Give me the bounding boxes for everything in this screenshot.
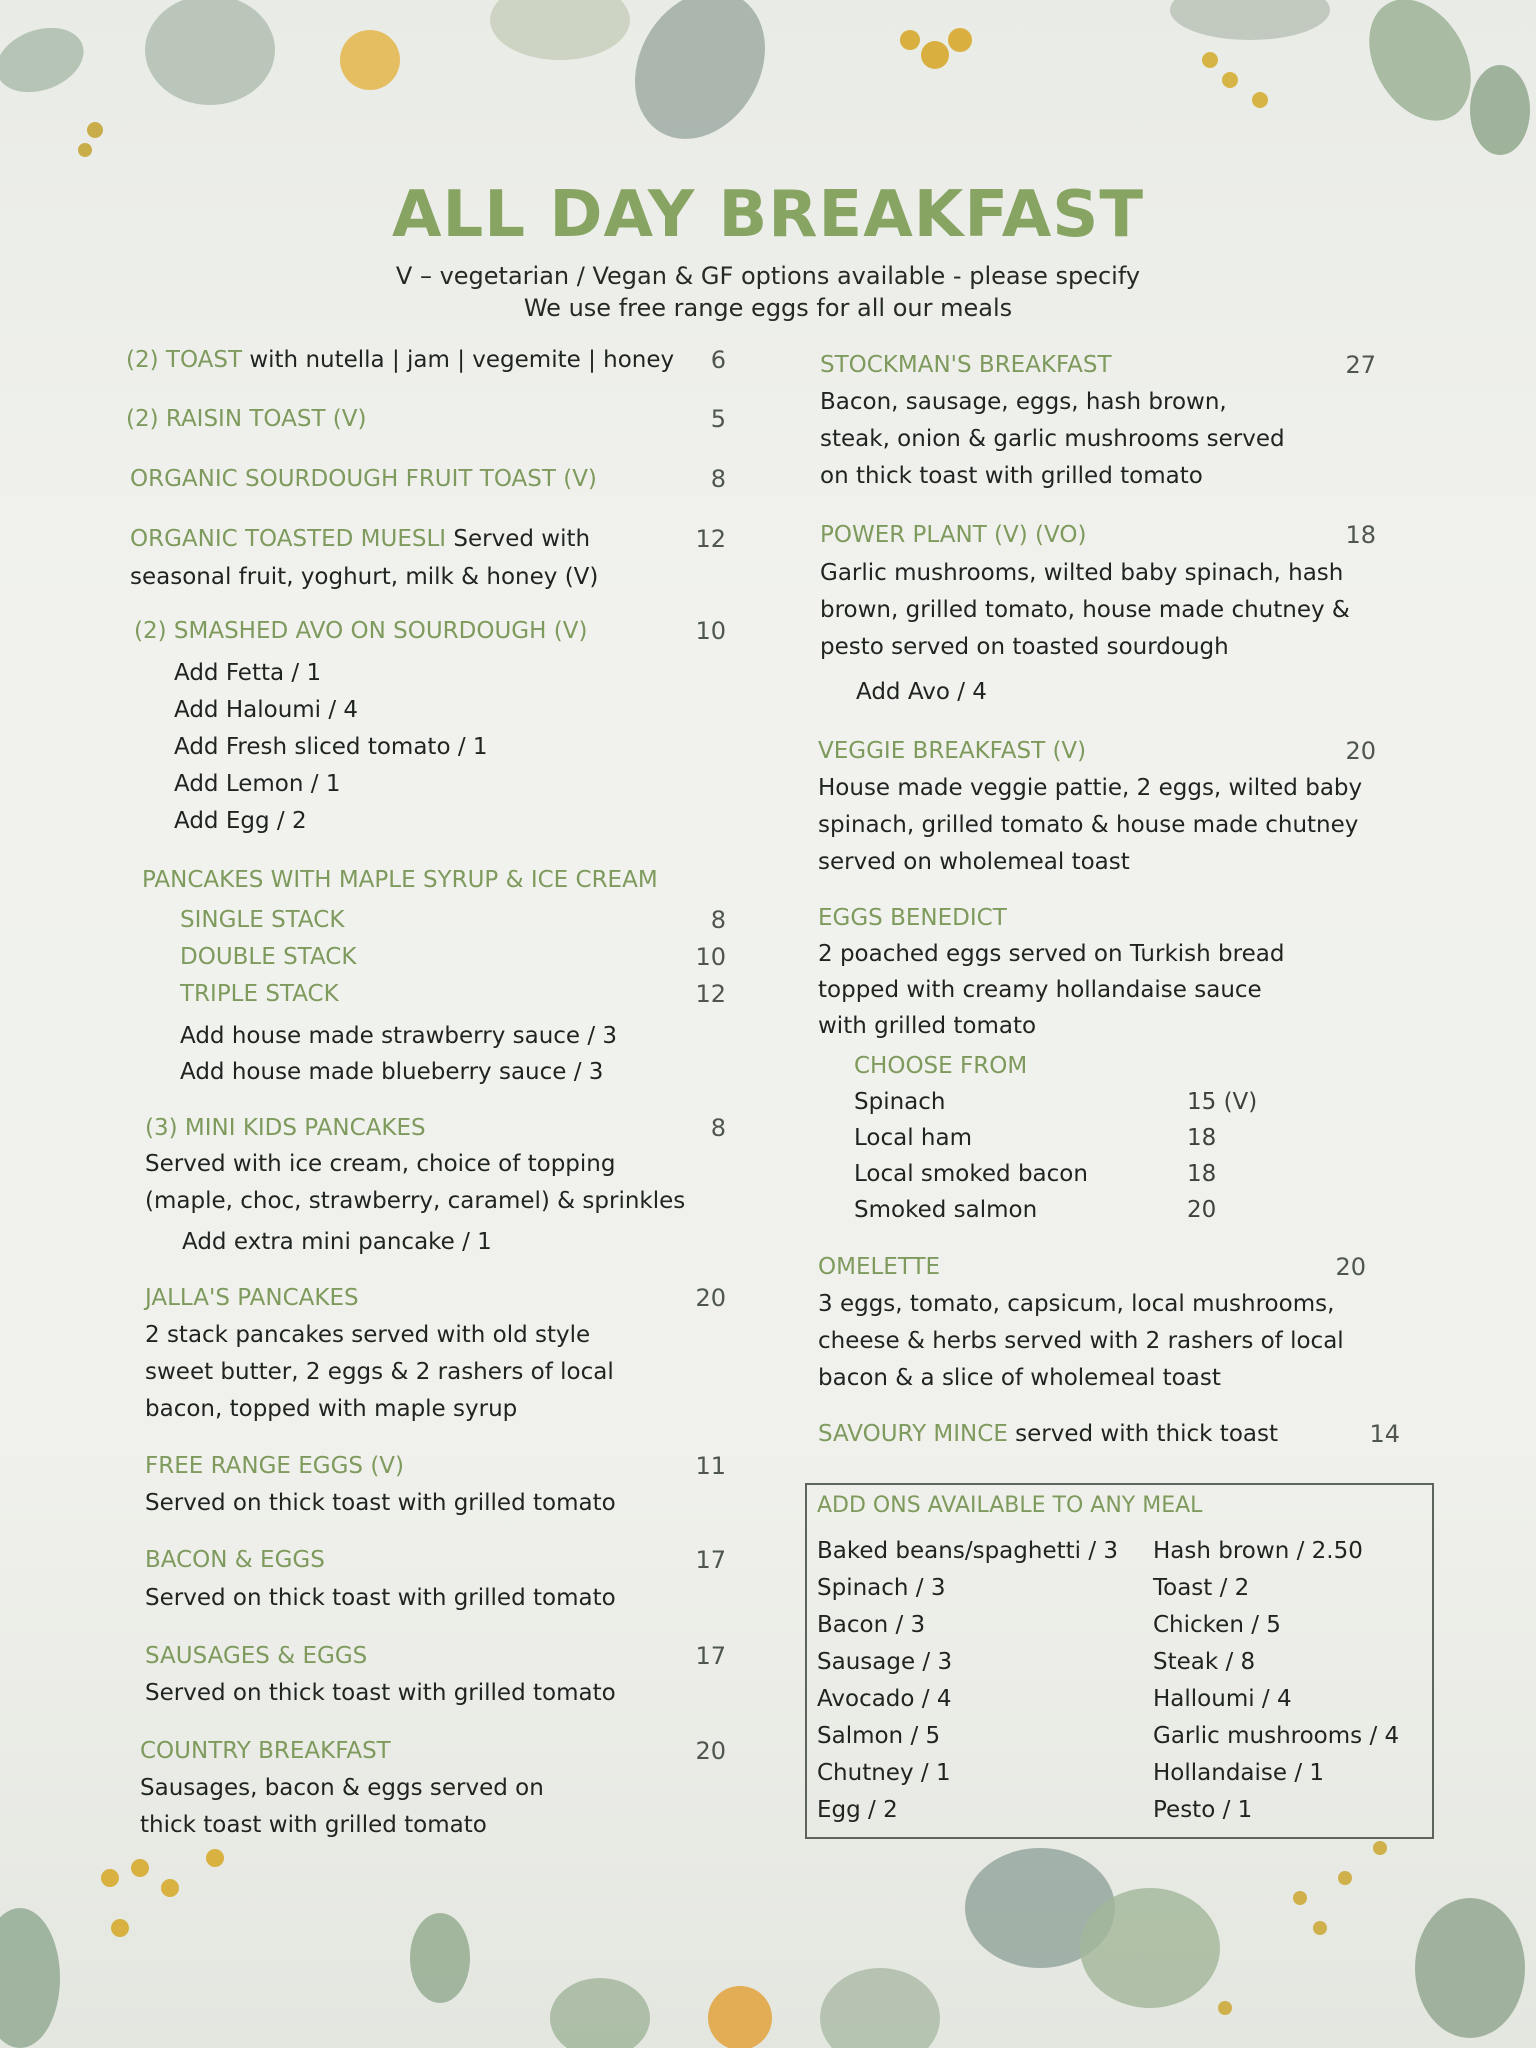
item-desc: on thick toast with grilled tomato: [820, 463, 1203, 489]
item-price: 8: [710, 906, 726, 934]
addon-item: Baked beans/spaghetti / 3: [817, 1538, 1119, 1564]
menu-item-fruit-toast: ORGANIC SOURDOUGH FRUIT TOAST (V): [130, 466, 597, 492]
menu-item-muesli: [130, 521, 590, 558]
kids-extra: Add extra mini pancake / 1: [182, 1229, 492, 1255]
avo-extra: Add Lemon / 1: [174, 771, 341, 797]
item-price: 17: [695, 1642, 726, 1670]
item-desc: 3 eggs, tomato, capsicum, local mushrooms,: [818, 1291, 1335, 1317]
addon-item: Pesto / 1: [1153, 1797, 1253, 1823]
item-price: 20: [695, 1284, 726, 1312]
menu-item-stockmans-breakfast: STOCKMAN'S BREAKFAST: [820, 352, 1112, 378]
item-desc: with nutella | jam | vegemite | honey: [242, 347, 675, 373]
item-desc: bacon, topped with maple syrup: [145, 1396, 518, 1422]
benedict-option: Local smoked bacon: [854, 1161, 1088, 1187]
menu-item-free-range-eggs: FREE RANGE EGGS (V): [145, 1453, 405, 1479]
item-desc: Served with ice cream, choice of topping: [145, 1151, 616, 1177]
item-price: 5: [710, 405, 726, 433]
item-desc: Served with: [446, 526, 591, 552]
item-price: 18: [1345, 521, 1376, 549]
menu-item-pancakes: PANCAKES WITH MAPLE SYRUP & ICE CREAM: [142, 867, 658, 893]
pancake-stack-single: SINGLE STACK: [180, 907, 345, 933]
menu-item-toast: [126, 342, 674, 379]
item-price: 20: [1335, 1253, 1366, 1281]
item-desc: House made veggie pattie, 2 eggs, wilted baby: [818, 775, 1363, 801]
avo-extra: Add Haloumi / 4: [174, 697, 359, 723]
item-price: 17: [695, 1546, 726, 1574]
addon-item: Bacon / 3: [817, 1612, 926, 1638]
addon-item: Halloumi / 4: [1153, 1686, 1292, 1712]
item-desc: served with thick toast: [1007, 1421, 1278, 1447]
item-price: 12: [695, 525, 726, 553]
item-name: SAVOURY MINCE: [818, 1421, 1008, 1447]
pancake-extra: Add house made strawberry sauce / 3: [180, 1023, 618, 1049]
benedict-option-price: 18: [1187, 1125, 1217, 1151]
item-desc: sweet butter, 2 eggs & 2 rashers of local: [145, 1359, 614, 1385]
menu-item-raisin-toast: (2) RAISIN TOAST (V): [126, 406, 367, 432]
menu-item-veggie-breakfast: VEGGIE BREAKFAST (V): [818, 738, 1087, 764]
benedict-option-price: 15 (V): [1187, 1089, 1258, 1115]
item-desc: cheese & herbs served with 2 rashers of local: [818, 1328, 1344, 1354]
pancake-stack-double: DOUBLE STACK: [180, 944, 357, 970]
item-desc: seasonal fruit, yoghurt, milk & honey (V): [130, 564, 599, 590]
item-price: 11: [695, 1452, 726, 1480]
item-price: 27: [1345, 351, 1376, 379]
item-desc: Garlic mushrooms, wilted baby spinach, hash: [820, 560, 1344, 586]
item-price: 20: [695, 1737, 726, 1765]
benedict-option-price: 20: [1187, 1197, 1217, 1223]
avo-extra: Add Fresh sliced tomato / 1: [174, 734, 488, 760]
item-name: (2) TOAST: [126, 347, 243, 373]
item-desc: pesto served on toasted sourdough: [820, 634, 1229, 660]
avo-extra: Add Egg / 2: [174, 808, 307, 834]
item-price: 8: [710, 1114, 726, 1142]
menu-item-savoury-mince: [818, 1416, 1278, 1453]
item-price: 20: [1345, 737, 1376, 765]
addon-item: Chicken / 5: [1153, 1612, 1281, 1638]
item-desc: Served on thick toast with grilled tomato: [145, 1490, 616, 1516]
eucalyptus-decoration-bottom: [0, 1818, 1536, 2048]
item-desc: spinach, grilled tomato & house made chutney: [818, 812, 1359, 838]
power-extra: Add Avo / 4: [856, 679, 987, 705]
addon-item: Steak / 8: [1153, 1649, 1256, 1675]
item-desc: Bacon, sausage, eggs, hash brown,: [820, 389, 1227, 415]
item-price: 10: [695, 943, 726, 971]
avo-extra: Add Fetta / 1: [174, 660, 322, 686]
addon-item: Toast / 2: [1153, 1575, 1250, 1601]
addon-item: Sausage / 3: [817, 1649, 953, 1675]
item-price: 14: [1369, 1420, 1400, 1448]
item-desc: 2 stack pancakes served with old style: [145, 1322, 591, 1348]
item-desc: Served on thick toast with grilled tomato: [145, 1585, 616, 1611]
addon-item: Hash brown / 2.50: [1153, 1538, 1363, 1564]
menu-item-omelette: OMELETTE: [818, 1254, 941, 1280]
menu-title: ALL DAY BREAKFAST: [391, 178, 1145, 252]
item-desc: topped with creamy hollandaise sauce: [818, 977, 1262, 1003]
menu-note-dietary: V – vegetarian / Vegan & GF options available - please specify: [395, 262, 1141, 290]
addon-item: Spinach / 3: [817, 1575, 946, 1601]
benedict-option: Smoked salmon: [854, 1197, 1038, 1223]
item-desc: with grilled tomato: [818, 1013, 1037, 1039]
addon-item: Avocado / 4: [817, 1686, 952, 1712]
menu-item-country-breakfast: COUNTRY BREAKFAST: [140, 1738, 391, 1764]
menu-item-jallas-pancakes: JALLA'S PANCAKES: [145, 1285, 359, 1311]
item-desc: bacon & a slice of wholemeal toast: [818, 1365, 1221, 1391]
eucalyptus-decoration-top: [0, 0, 1536, 200]
benedict-option-price: 18: [1187, 1161, 1217, 1187]
addons-title: ADD ONS AVAILABLE TO ANY MEAL: [817, 1493, 1203, 1518]
menu-item-sausages-eggs: SAUSAGES & EGGS: [145, 1643, 368, 1669]
menu-item-kids-pancakes: (3) MINI KIDS PANCAKES: [145, 1115, 426, 1141]
item-desc: served on wholemeal toast: [818, 849, 1130, 875]
item-desc: (maple, choc, strawberry, caramel) & sprinkles: [145, 1188, 686, 1214]
pancake-stack-triple: TRIPLE STACK: [180, 981, 339, 1007]
menu-item-bacon-eggs: BACON & EGGS: [145, 1547, 325, 1573]
item-desc: 2 poached eggs served on Turkish bread: [818, 941, 1285, 967]
item-name: ORGANIC TOASTED MUESLI: [130, 526, 447, 552]
item-price: 10: [695, 617, 726, 645]
menu-note-eggs: We use free range eggs for all our meals: [523, 294, 1013, 322]
item-desc: thick toast with grilled tomato: [140, 1812, 487, 1838]
item-desc: brown, grilled tomato, house made chutney &: [820, 597, 1350, 623]
addon-item: Chutney / 1: [817, 1760, 951, 1786]
menu-item-power-plant: POWER PLANT (V) (VO): [820, 522, 1087, 548]
item-desc: Sausages, bacon & eggs served on: [140, 1775, 544, 1801]
item-desc: Served on thick toast with grilled tomato: [145, 1680, 616, 1706]
addon-item: Egg / 2: [817, 1797, 898, 1823]
item-desc: steak, onion & garlic mushrooms served: [820, 426, 1285, 452]
benedict-option: Spinach: [854, 1089, 946, 1115]
pancake-extra: Add house made blueberry sauce / 3: [180, 1059, 604, 1085]
addon-item: Hollandaise / 1: [1153, 1760, 1325, 1786]
item-price: 12: [695, 980, 726, 1008]
addon-item: Garlic mushrooms / 4: [1153, 1723, 1400, 1749]
addon-item: Salmon / 5: [817, 1723, 941, 1749]
menu-item-smashed-avo: (2) SMASHED AVO ON SOURDOUGH (V): [134, 618, 588, 644]
benedict-option: Local ham: [854, 1125, 972, 1151]
benedict-choose-heading: CHOOSE FROM: [854, 1053, 1028, 1079]
menu-item-eggs-benedict: EGGS BENEDICT: [818, 905, 1007, 931]
addons-box: [805, 1483, 1434, 1839]
item-price: 6: [710, 346, 726, 374]
item-price: 8: [710, 465, 726, 493]
